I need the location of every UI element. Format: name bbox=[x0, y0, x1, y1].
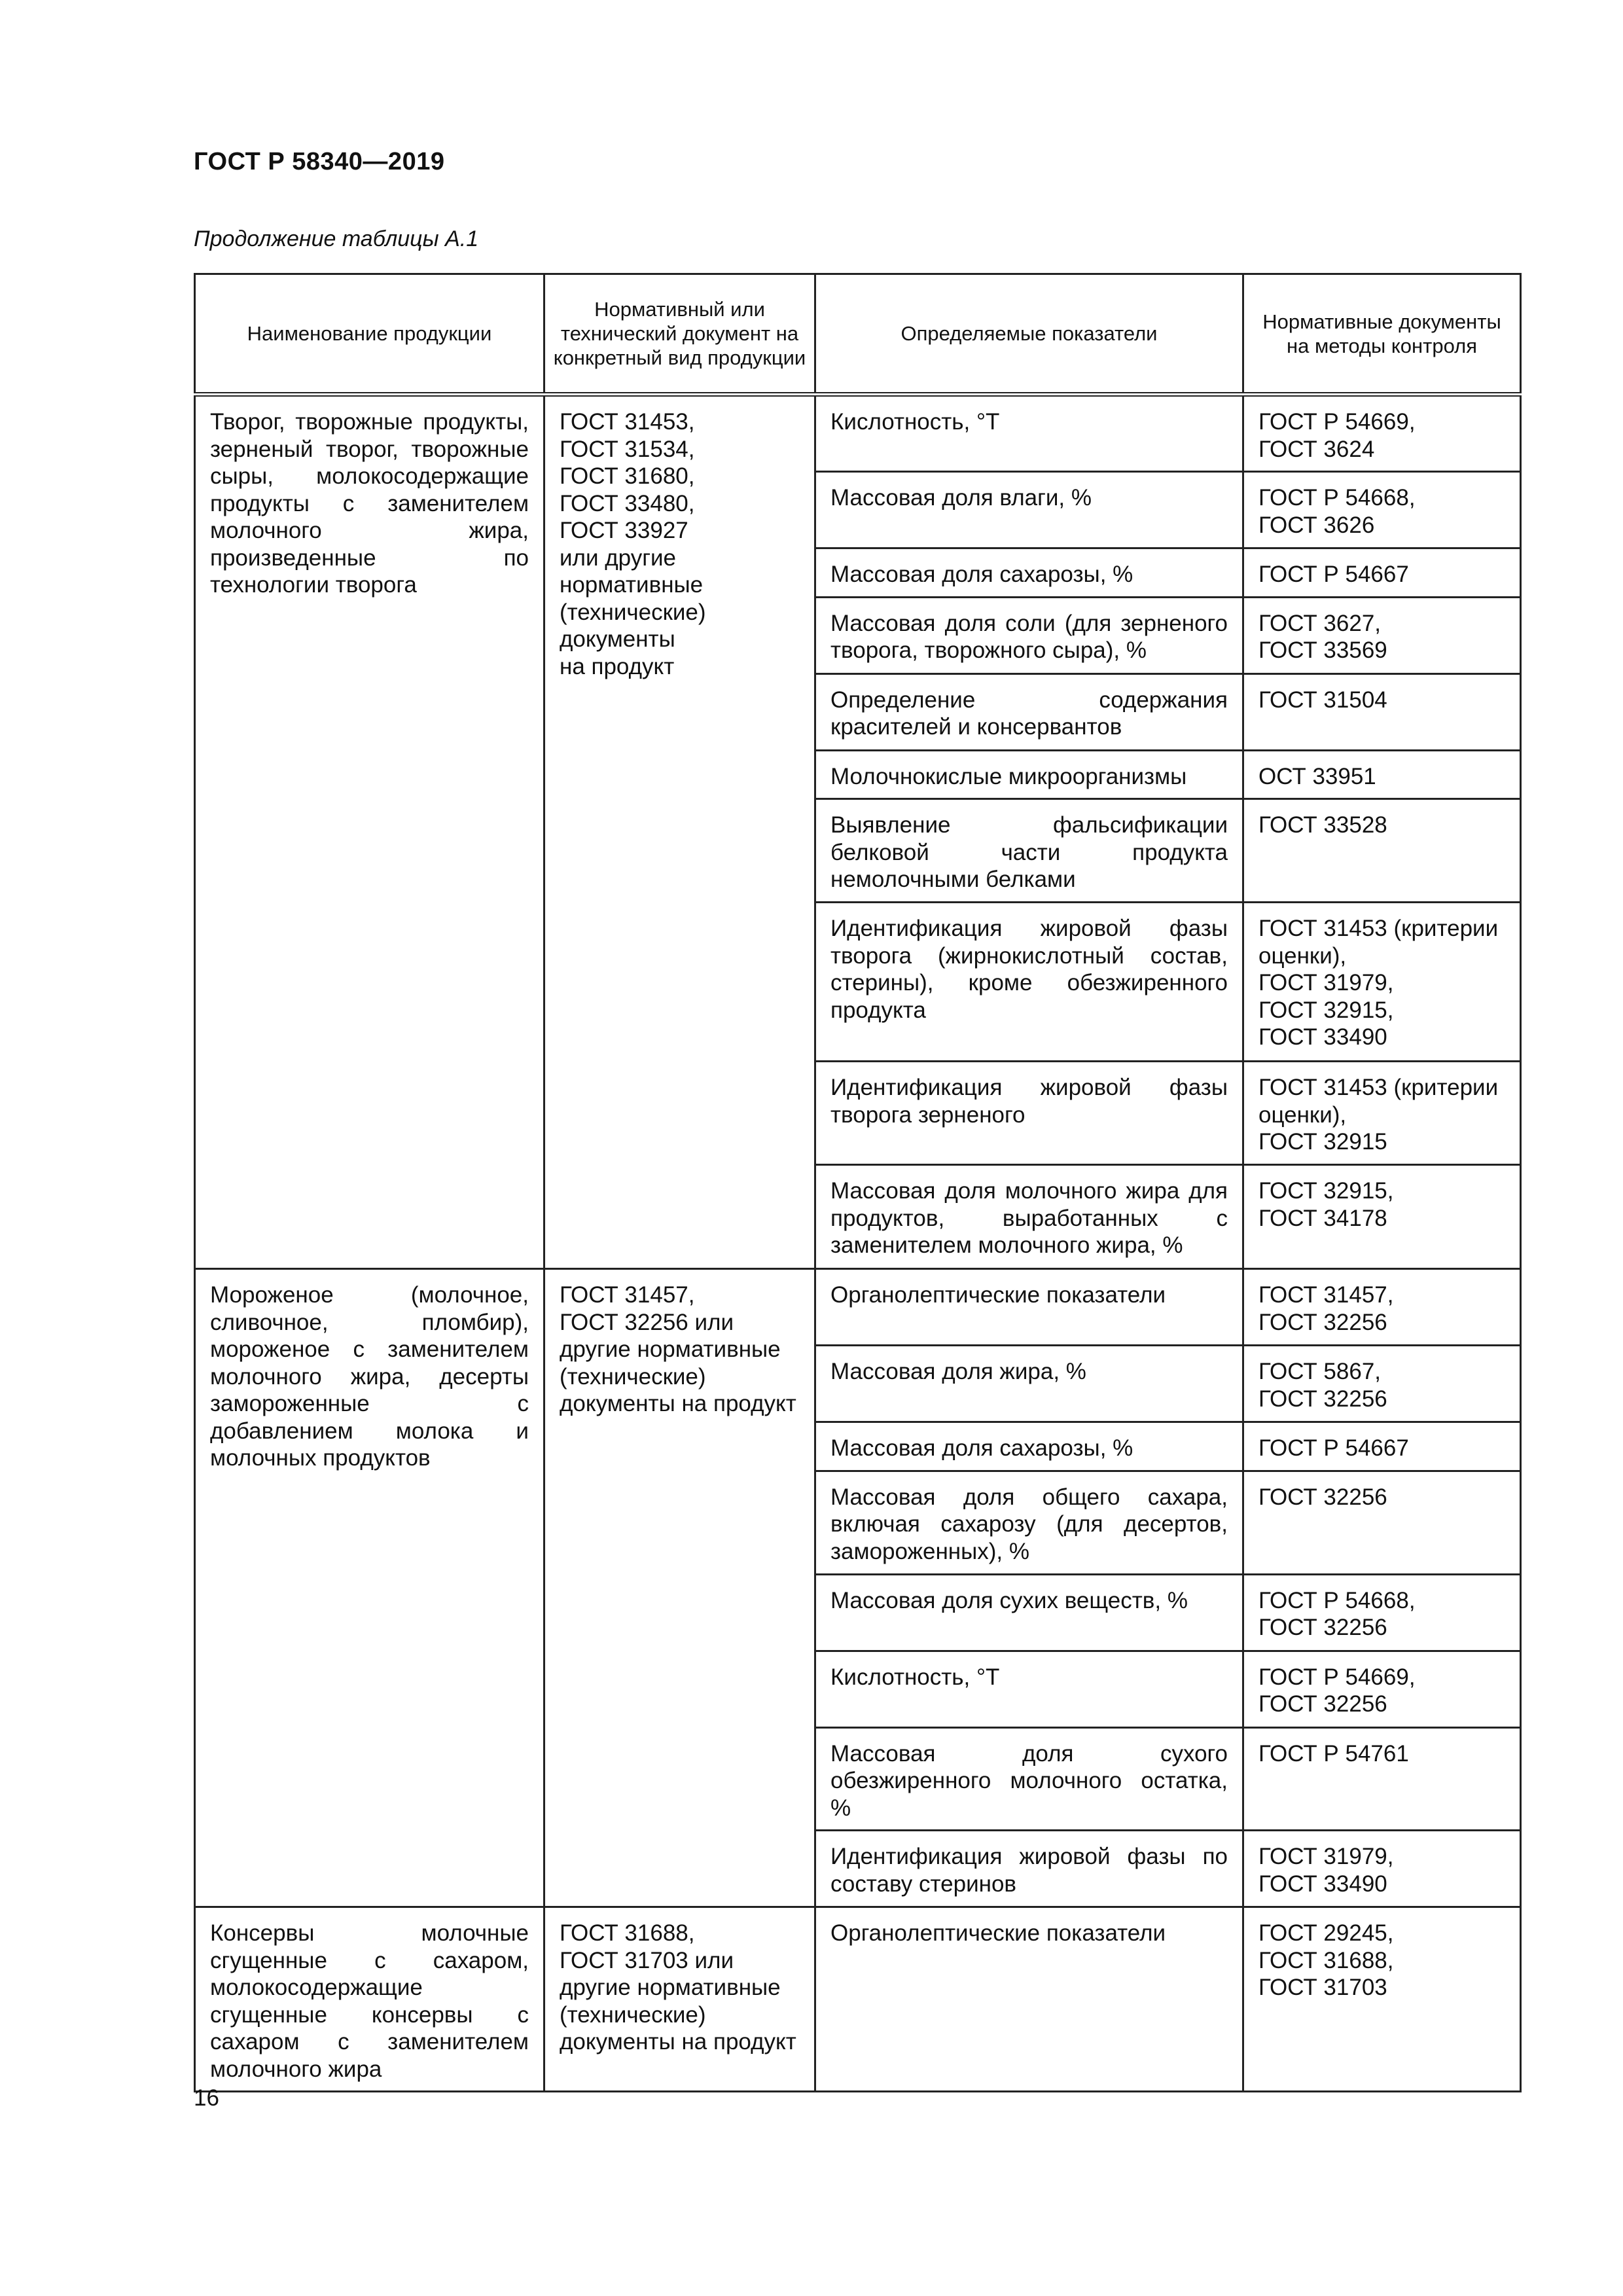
table-row bbox=[195, 1269, 1521, 1346]
method-doc-cell: ГОСТ 33528 bbox=[1243, 799, 1521, 903]
method-doc-cell: ГОСТ Р 54668, ГОСТ 3626 bbox=[1243, 472, 1521, 548]
indicator-cell: Массовая доля общего сахара, включая сахарозу (для десертов, замороженных), % bbox=[815, 1471, 1243, 1574]
table-header-row bbox=[195, 274, 1521, 395]
standards-table bbox=[194, 273, 1522, 2092]
indicator-cell: Идентификация жировой фазы по составу стеринов bbox=[815, 1831, 1243, 1907]
product-name-cell: Консервы молочные сгущенные с сахаром, молокосодержащие сгущенные консервы с сахаром с заменителем молочного жира bbox=[195, 1907, 544, 2092]
method-doc-cell: ГОСТ Р 54668, ГОСТ 32256 bbox=[1243, 1574, 1521, 1651]
indicator-cell: Массовая доля сухого обезжиренного молочного остатка, % bbox=[815, 1727, 1243, 1831]
indicator-cell: Массовая доля сахарозы, % bbox=[815, 548, 1243, 598]
method-doc-cell: ГОСТ 31457, ГОСТ 32256 bbox=[1243, 1269, 1521, 1346]
indicator-cell: Массовая доля влаги, % bbox=[815, 472, 1243, 548]
page-number: 16 bbox=[194, 2085, 219, 2111]
method-doc-cell: ГОСТ Р 54669, ГОСТ 3624 bbox=[1243, 395, 1521, 472]
indicator-cell: Кислотность, °Т bbox=[815, 1651, 1243, 1727]
method-doc-cell: ГОСТ Р 54667 bbox=[1243, 548, 1521, 598]
indicator-cell: Органолептические показатели bbox=[815, 1269, 1243, 1346]
method-doc-cell: ГОСТ 5867, ГОСТ 32256 bbox=[1243, 1346, 1521, 1422]
indicator-cell: Массовая доля сахарозы, % bbox=[815, 1422, 1243, 1471]
indicator-cell: Идентификация жировой фазы творога (жирнокислотный состав, стерины), кроме обезжиренного продукта bbox=[815, 903, 1243, 1062]
method-doc-cell: ГОСТ Р 54761 bbox=[1243, 1727, 1521, 1831]
column-header-methods: Нормативные документы на методы контроля bbox=[1243, 274, 1521, 395]
method-doc-cell: ГОСТ 31979, ГОСТ 33490 bbox=[1243, 1831, 1521, 1907]
indicator-cell: Массовая доля молочного жира для продуктов, выработанных с заменителем молочного жира, % bbox=[815, 1165, 1243, 1269]
indicator-cell: Идентификация жировой фазы творога зерненого bbox=[815, 1062, 1243, 1165]
indicator-cell: Кислотность, °Т bbox=[815, 395, 1243, 472]
product-name-cell: Творог, творожные продукты, зерненый творог, творожные сыры, молокосодержащие продукты с заменителем молочного жира, произведенные по технологии творога bbox=[195, 395, 544, 1269]
method-doc-cell: ГОСТ 32256 bbox=[1243, 1471, 1521, 1574]
indicator-cell: Выявление фальсификации белковой части продукта немолочными белками bbox=[815, 799, 1243, 903]
column-header-indicators: Определяемые показатели bbox=[815, 274, 1243, 395]
indicator-cell: Массовая доля сухих веществ, % bbox=[815, 1574, 1243, 1651]
method-doc-cell: ГОСТ Р 54669, ГОСТ 32256 bbox=[1243, 1651, 1521, 1727]
method-doc-cell: ГОСТ 31504 bbox=[1243, 673, 1521, 750]
table-row bbox=[195, 1907, 1521, 2092]
column-header-product-doc: Нормативный или технический документ на конкретный вид продукции bbox=[544, 274, 815, 395]
indicator-cell: Массовая доля соли (для зерненого творога, творожного сыра), % bbox=[815, 597, 1243, 673]
document-id-header: ГОСТ Р 58340—2019 bbox=[194, 148, 445, 175]
method-doc-cell: ГОСТ 3627, ГОСТ 33569 bbox=[1243, 597, 1521, 673]
method-doc-cell: ГОСТ 31453 (критерии оценки), ГОСТ 32915 bbox=[1243, 1062, 1521, 1165]
method-doc-cell: ОСТ 33951 bbox=[1243, 750, 1521, 799]
product-name-cell: Мороженое (молочное, сливочное, пломбир), мороженое с заменителем молочного жира, десерты замороженные с добавлением молока и молочных продуктов bbox=[195, 1269, 544, 1907]
method-doc-cell: ГОСТ 29245, ГОСТ 31688, ГОСТ 31703 bbox=[1243, 1907, 1521, 2092]
table-caption: Продолжение таблицы А.1 bbox=[194, 226, 479, 251]
method-doc-cell: ГОСТ 31453 (критерии оценки), ГОСТ 31979, ГОСТ 32915, ГОСТ 33490 bbox=[1243, 903, 1521, 1062]
indicator-cell: Определение содержания красителей и консервантов bbox=[815, 673, 1243, 750]
table-header bbox=[195, 274, 1521, 395]
table-body bbox=[195, 395, 1521, 2092]
indicator-cell: Массовая доля жира, % bbox=[815, 1346, 1243, 1422]
product-doc-cell: ГОСТ 31457, ГОСТ 32256 или другие нормативные (технические) документы на продукт bbox=[544, 1269, 815, 1907]
table-row bbox=[195, 395, 1521, 472]
method-doc-cell: ГОСТ 32915, ГОСТ 34178 bbox=[1243, 1165, 1521, 1269]
product-doc-cell: ГОСТ 31453, ГОСТ 31534, ГОСТ 31680, ГОСТ 33480, ГОСТ 33927 или другие нормативные (технические) документы на продукт bbox=[544, 395, 815, 1269]
method-doc-cell: ГОСТ Р 54667 bbox=[1243, 1422, 1521, 1471]
indicator-cell: Органолептические показатели bbox=[815, 1907, 1243, 2092]
product-doc-cell: ГОСТ 31688, ГОСТ 31703 или другие нормативные (технические) документы на продукт bbox=[544, 1907, 815, 2092]
column-header-product: Наименование продукции bbox=[195, 274, 544, 395]
indicator-cell: Молочнокислые микроорганизмы bbox=[815, 750, 1243, 799]
